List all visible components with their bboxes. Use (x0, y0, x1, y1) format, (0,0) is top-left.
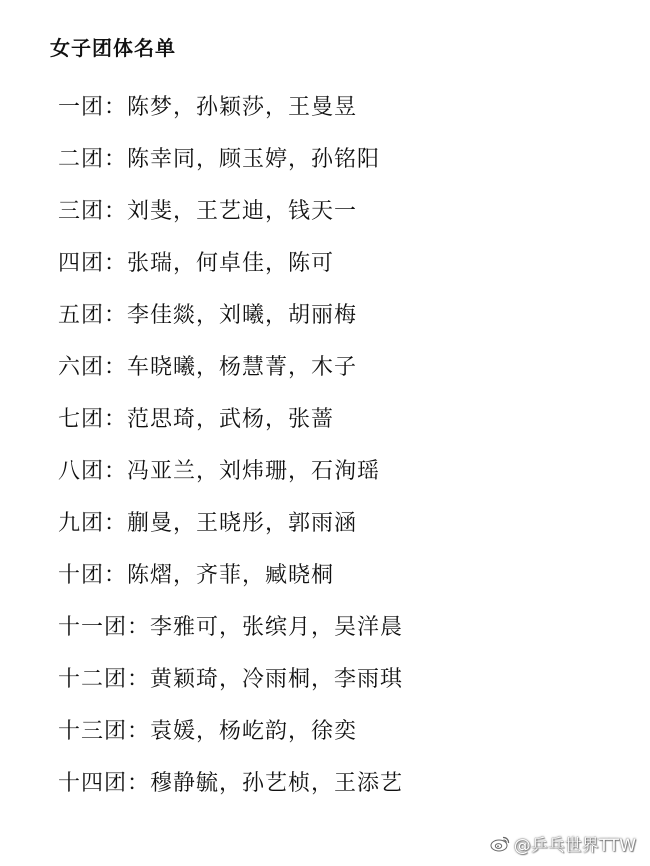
team-roster-list (58, 88, 403, 816)
team-row-2: 二团：陈幸同，顾玉婷，孙铭阳 (58, 147, 381, 172)
page-title: 女子团体名单 (50, 36, 176, 60)
watermark-text: @乒乓世界TTW (513, 836, 636, 856)
team-row-11: 十一团：李雅可，张缤月，吴洋晨 (58, 615, 404, 640)
team-row-12: 十二团：黄颖琦，冷雨桐，李雨琪 (58, 667, 404, 692)
team-row-9: 九团：蒯曼，王晓彤，郭雨涵 (58, 511, 358, 536)
team-row-13: 十三团：袁媛，杨屹韵，徐奕 (58, 719, 358, 744)
team-row-1: 一团：陈梦，孙颖莎，王曼昱 (58, 95, 358, 120)
team-row-7: 七团：范思琦，武杨，张蔷 (58, 407, 335, 432)
team-row-10: 十团：陈熠，齐菲，臧晓桐 (58, 563, 335, 588)
team-row-8: 八团：冯亚兰，刘炜珊，石洵瑶 (58, 459, 381, 484)
team-row-14: 十四团：穆静毓，孙艺桢，王添艺 (58, 771, 404, 796)
team-row-4: 四团：张瑞，何卓佳，陈可 (58, 251, 335, 276)
watermark (490, 831, 636, 856)
team-row-3: 三团：刘斐，王艺迪，钱天一 (58, 199, 358, 224)
team-row-5: 五团：李佳燚，刘曦，胡丽梅 (58, 303, 358, 328)
weibo-icon (490, 835, 510, 852)
team-row-6: 六团：车晓曦，杨慧菁，木子 (58, 355, 358, 380)
